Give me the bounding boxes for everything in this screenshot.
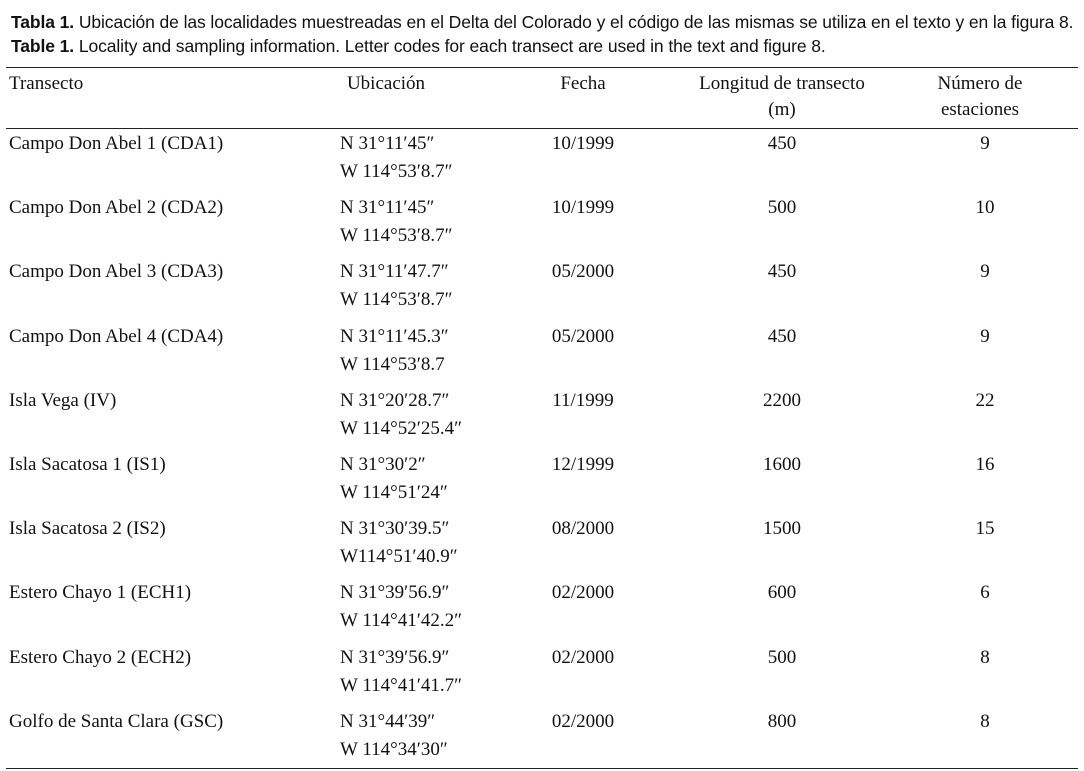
- cell-estaciones: 6: [980, 582, 990, 604]
- cell-transecto: Campo Don Abel 2 (CDA2): [9, 197, 224, 219]
- cell-latitude: N 31°39′56.9″: [340, 582, 450, 604]
- cell-estaciones: 15: [975, 518, 995, 540]
- cell-estaciones: 9: [980, 325, 990, 347]
- cell-transecto: Isla Sacatosa 1 (IS1): [9, 454, 166, 475]
- header-fecha: Fecha: [560, 73, 606, 94]
- cell-fecha: 02/2000: [551, 710, 615, 732]
- table-top-rule: [6, 67, 1078, 68]
- cell-latitude: N 31°30′39.5″: [340, 518, 450, 540]
- cell-latitude: N 31°30′2″: [340, 454, 426, 475]
- caption-text-spanish: Ubicación de las localidades muestreadas en el Delta del Colorado y el código de las mismas se utiliza en el texto y en la figura 8.: [78, 12, 1074, 32]
- cell-longitud: 450: [767, 261, 797, 283]
- table-caption-english: [11, 35, 826, 57]
- cell-longitud: 500: [767, 646, 797, 668]
- cell-transecto: Estero Chayo 2 (ECH2): [9, 646, 192, 668]
- cell-transecto: Campo Don Abel 1 (CDA1): [9, 133, 224, 154]
- cell-estaciones: 22: [975, 389, 995, 411]
- cell-longitud: 1500: [763, 518, 801, 540]
- cell-latitude: N 31°44′39″: [340, 710, 436, 732]
- cell-fecha: 02/2000: [551, 582, 615, 604]
- header-longitud: Longitud de transecto: [699, 73, 865, 94]
- header-numero: Número de: [937, 73, 1023, 94]
- cell-estaciones: 9: [980, 261, 990, 283]
- cell-longitude: W 114°53′8.7″: [340, 225, 453, 247]
- header-longitud-unit: (m): [768, 99, 796, 120]
- header-transecto: Transecto: [9, 73, 84, 94]
- cell-fecha: 10/1999: [551, 133, 615, 154]
- cell-longitude: W 114°53′8.7″: [340, 161, 453, 182]
- cell-latitude: N 31°11′45″: [340, 133, 435, 154]
- cell-fecha: 05/2000: [551, 261, 615, 283]
- cell-latitude: N 31°20′28.7″: [340, 389, 450, 411]
- cell-transecto: Isla Sacatosa 2 (IS2): [9, 518, 166, 540]
- cell-longitud: 2200: [763, 389, 801, 411]
- caption-label-spanish: Tabla 1.: [11, 12, 75, 32]
- cell-fecha: 12/1999: [551, 454, 615, 475]
- cell-longitude: W 114°53′8.7: [340, 353, 445, 375]
- caption-text-english: Locality and sampling information. Letter codes for each transect are used in the text and figure 8.: [78, 36, 826, 56]
- cell-transecto: Campo Don Abel 4 (CDA4): [9, 325, 224, 347]
- cell-fecha: 11/1999: [552, 389, 614, 411]
- cell-longitud: 800: [767, 710, 797, 732]
- cell-latitude: N 31°39′56.9″: [340, 646, 450, 668]
- header-estaciones: estaciones: [940, 99, 1020, 120]
- cell-transecto: Golfo de Santa Clara (GSC): [9, 710, 224, 732]
- cell-fecha: 10/1999: [551, 197, 615, 219]
- cell-estaciones: 8: [980, 646, 990, 668]
- cell-longitud: 450: [767, 133, 797, 154]
- cell-estaciones: 10: [975, 197, 995, 219]
- table-header-rule: [6, 128, 1078, 129]
- cell-longitude: W 114°51′24″: [340, 482, 448, 503]
- cell-longitud: 500: [767, 197, 797, 219]
- table-bottom-rule: [6, 768, 1078, 769]
- cell-longitud: 1600: [763, 454, 801, 475]
- cell-longitude: W 114°53′8.7″: [340, 289, 453, 311]
- cell-estaciones: 9: [980, 133, 990, 154]
- cell-fecha: 05/2000: [551, 325, 615, 347]
- cell-longitude: W 114°52′25.4″: [340, 417, 463, 439]
- cell-transecto: Isla Vega (IV): [9, 389, 117, 411]
- cell-fecha: 08/2000: [551, 518, 615, 540]
- cell-longitud: 600: [767, 582, 797, 604]
- cell-longitude: W 114°41′41.7″: [340, 674, 463, 696]
- table-caption-spanish: [11, 11, 1073, 33]
- cell-longitude: W 114°34′30″: [340, 738, 448, 760]
- cell-fecha: 02/2000: [551, 646, 615, 668]
- cell-latitude: N 31°11′47.7″: [340, 261, 449, 283]
- cell-estaciones: 16: [975, 454, 995, 475]
- cell-longitud: 450: [767, 325, 797, 347]
- cell-latitude: N 31°11′45″: [340, 197, 435, 219]
- cell-longitude: W114°51′40.9″: [340, 546, 458, 568]
- caption-label-english: Table 1.: [11, 36, 75, 56]
- header-ubicacion: Ubicación: [346, 73, 426, 94]
- cell-longitude: W 114°41′42.2″: [340, 610, 463, 632]
- cell-transecto: Campo Don Abel 3 (CDA3): [9, 261, 224, 283]
- cell-transecto: Estero Chayo 1 (ECH1): [9, 582, 192, 604]
- cell-estaciones: 8: [980, 710, 990, 732]
- cell-latitude: N 31°11′45.3″: [340, 325, 449, 347]
